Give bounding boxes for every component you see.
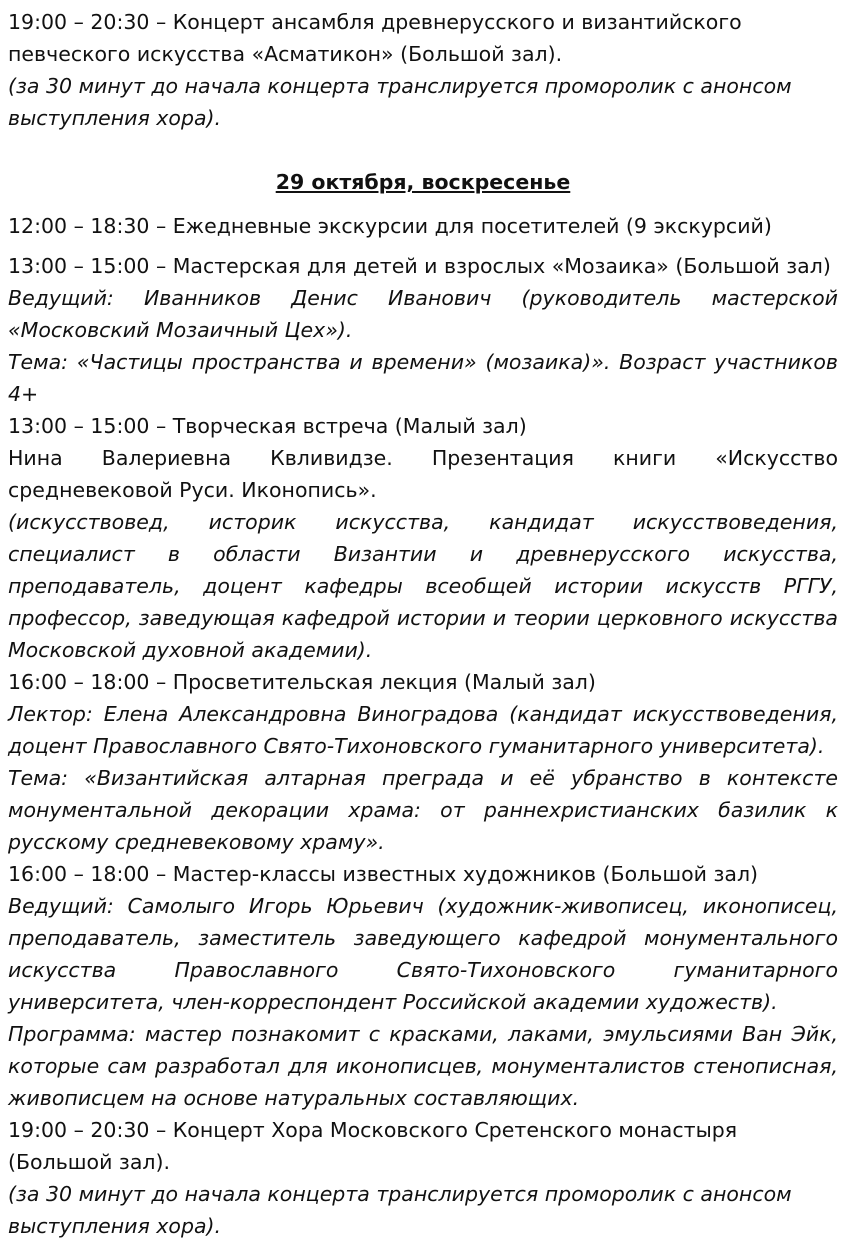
- workshop-theme: Тема: «Частицы пространства и времени» (мозаика)». Возраст участников 4+: [8, 350, 838, 406]
- workshop-host: Ведущий: Иванников Денис Иванович (руководитель мастерской «Московский Мозаичный Цех»).: [8, 286, 838, 342]
- meeting-speaker-bio: (искусствовед, историк искусства, кандидат искусствоведения, специалист в области Византии и древнерусского искусства, преподаватель, доцент кафедры всеобщей истории искусств РГГУ, профессор, заведующая кафедрой истории и теории церковного искусства Московской духовной академии).: [8, 510, 838, 662]
- choir-concert-promo: (за 30 минут до начала концерта транслируется проморолик с анонсом выступления хора).: [8, 1182, 792, 1238]
- masterclass-title: 16:00 – 18:00 – Мастер-классы известных художников (Большой зал): [8, 862, 759, 886]
- masterclass-program: Программа: мастер познакомит с красками, лаками, эмульсиями Ван Эйк, которые сам разработал для иконописцев, монументалистов стенописная, живописцем на основе натуральных составляющих.: [8, 1022, 838, 1110]
- intro-concert-line: 19:00 – 20:30 – Концерт ансамбля древнерусского и византийского певческого искусства «Асматикон» (Большой зал).: [8, 10, 742, 66]
- lecture-lecturer: Лектор: Елена Александровна Виноградова (кандидат искусствоведения, доцент Православного Свято-Тихоновского гуманитарного университета).: [8, 702, 838, 758]
- masterclass-host: Ведущий: Самолыго Игорь Юрьевич (художник-живописец, иконописец, преподаватель, заместитель заведующего кафедрой монументального искусства Православного Свято-Тихоновского гуманитарного университета, член-корреспондент Российской академии художеств).: [8, 894, 838, 1014]
- excursions-line: 12:00 – 18:30 – Ежедневные экскурсии для посетителей (9 экскурсий): [8, 214, 772, 238]
- lecture-theme: Тема: «Византийская алтарная преграда и её убранство в контексте монументальной декорации храма: от раннехристианских базилик к русскому средневековому храму».: [8, 766, 838, 854]
- day-heading: 29 октября, воскресенье: [275, 170, 571, 194]
- meeting-description: Нина Валериевна Квливидзе. Презентация книги «Искусство средневековой Руси. Иконопись».: [8, 446, 838, 502]
- intro-promo-note: (за 30 минут до начала концерта транслируется проморолик с анонсом выступления хора).: [8, 74, 792, 130]
- lecture-title: 16:00 – 18:00 – Просветительская лекция (Малый зал): [8, 670, 596, 694]
- choir-concert-title: 19:00 – 20:30 – Концерт Хора Московского Сретенского монастыря (Большой зал).: [8, 1118, 738, 1174]
- workshop-title: 13:00 – 15:00 – Мастерская для детей и взрослых «Мозаика» (Большой зал): [8, 254, 831, 278]
- document-page: [8, 6, 838, 1242]
- meeting-title: 13:00 – 15:00 – Творческая встреча (Малый зал): [8, 414, 527, 438]
